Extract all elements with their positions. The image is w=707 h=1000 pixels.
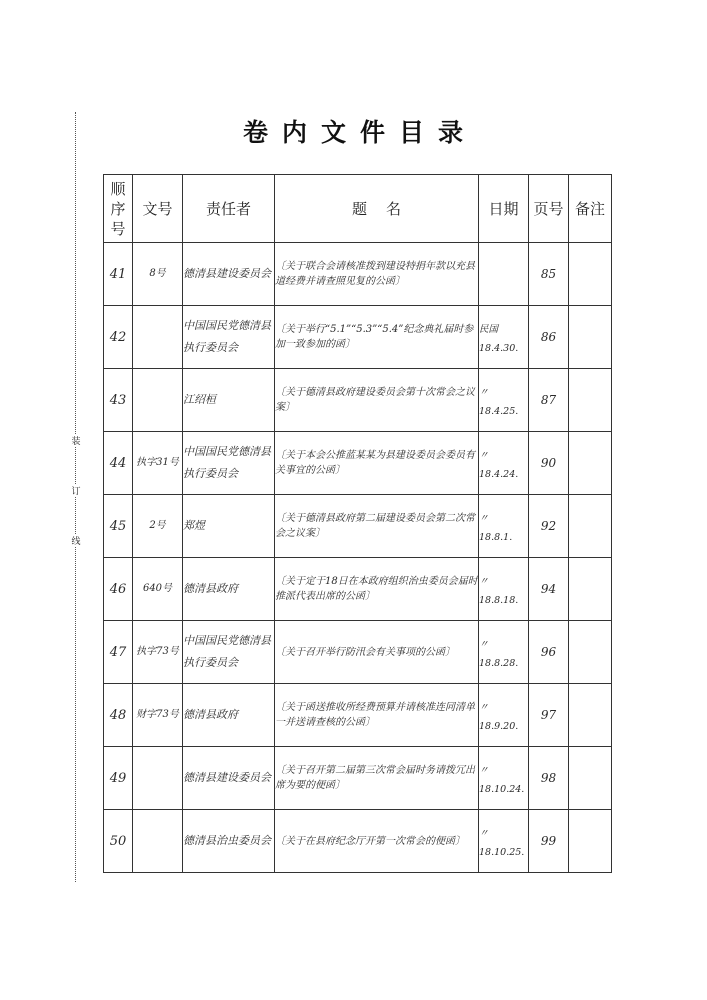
table-row: [104, 810, 612, 873]
topic-cell: 〔关于联合会请核准拨到建设特捐年款以充县道经费并请查照见复的公函〕: [275, 243, 479, 306]
page-cell: 86: [529, 306, 569, 369]
seq-cell: 48: [104, 684, 133, 747]
file-catalog-table: [103, 174, 612, 873]
seq-cell: 50: [104, 810, 133, 873]
date-cell: [479, 747, 529, 810]
remarks-cell: [569, 684, 612, 747]
date-value: 18.10.24.: [479, 783, 525, 795]
binding-dotted-line: [75, 112, 76, 882]
responsible-cell: 郑煜: [183, 495, 275, 558]
date-prefix: 〃: [479, 827, 489, 839]
topic-cell: 〔关于德清县政府第二届建设委员会第二次常会之议案〕: [275, 495, 479, 558]
doc-no-cell: 640号: [133, 558, 183, 621]
page-cell: 92: [529, 495, 569, 558]
topic-cell: 〔关于函送推收所经费预算并请核准连同清单一并送请查核的公函〕: [275, 684, 479, 747]
page-title: 卷内文件目录: [242, 118, 477, 147]
doc-no-cell: 执字31号: [133, 432, 183, 495]
date-value: 18.4.25.: [479, 405, 519, 417]
date-cell: [479, 684, 529, 747]
doc-no-cell: [133, 810, 183, 873]
table-row: [104, 621, 612, 684]
date-prefix: 〃: [479, 638, 489, 650]
doc-no-cell: 执字73号: [133, 621, 183, 684]
date-prefix: 〃: [479, 449, 489, 461]
date-value: 18.8.1.: [479, 531, 513, 543]
doc-no-cell: [133, 306, 183, 369]
remarks-cell: [569, 621, 612, 684]
remarks-cell: [569, 810, 612, 873]
date-value: 18.4.24.: [479, 468, 519, 480]
page-cell: 90: [529, 432, 569, 495]
date-cell: [479, 495, 529, 558]
remarks-cell: [569, 432, 612, 495]
remarks-cell: [569, 243, 612, 306]
responsible-cell: 江绍桓: [183, 369, 275, 432]
seq-cell: 49: [104, 747, 133, 810]
remarks-cell: [569, 558, 612, 621]
table-row: [104, 243, 612, 306]
date-prefix: 〃: [479, 575, 489, 587]
date-value: 18.4.30.: [479, 342, 519, 354]
header-responsible: 责任者: [183, 175, 275, 243]
table-row: [104, 306, 612, 369]
date-value: 18.9.20.: [479, 720, 519, 732]
binding-char-ding: 订: [66, 484, 86, 497]
date-prefix: [479, 263, 528, 285]
doc-no-cell: 财字73号: [133, 684, 183, 747]
seq-cell: 47: [104, 621, 133, 684]
doc-no-cell: 8号: [133, 243, 183, 306]
responsible-cell: 中国国民党德清县执行委员会: [183, 621, 275, 684]
date-cell: [479, 432, 529, 495]
date-cell: [479, 621, 529, 684]
topic-cell: 〔关于举行“5.1”“5.3”“5.4”纪念典礼届时参加一致参加的函〕: [275, 306, 479, 369]
table-row: [104, 558, 612, 621]
seq-cell: 45: [104, 495, 133, 558]
table-row: [104, 432, 612, 495]
seq-cell: 46: [104, 558, 133, 621]
responsible-cell: 德清县建设委员会: [183, 747, 275, 810]
remarks-cell: [569, 495, 612, 558]
date-value: 18.10.25.: [479, 846, 525, 858]
page-cell: 97: [529, 684, 569, 747]
page-cell: 98: [529, 747, 569, 810]
topic-cell: 〔关于本会公推蓝某某为县建设委员会委员有关事宜的公函〕: [275, 432, 479, 495]
responsible-cell: 德清县建设委员会: [183, 243, 275, 306]
table-row: [104, 684, 612, 747]
date-cell: [479, 558, 529, 621]
header-row: [104, 175, 612, 243]
date-prefix: 〃: [479, 764, 489, 776]
table-row: [104, 369, 612, 432]
responsible-cell: 德清县政府: [183, 558, 275, 621]
table-row: [104, 747, 612, 810]
binding-char-zhuang: 装: [66, 434, 86, 447]
remarks-cell: [569, 369, 612, 432]
seq-cell: 42: [104, 306, 133, 369]
date-prefix: 〃: [479, 386, 489, 398]
date-cell: [479, 243, 529, 306]
header-page: 页号: [529, 175, 569, 243]
header-date: 日期: [479, 175, 529, 243]
page-cell: 85: [529, 243, 569, 306]
page-cell: 99: [529, 810, 569, 873]
table-row: [104, 495, 612, 558]
date-value: 18.8.18.: [479, 594, 519, 606]
seq-cell: 41: [104, 243, 133, 306]
page-cell: 96: [529, 621, 569, 684]
doc-no-cell: 2号: [133, 495, 183, 558]
topic-cell: 〔关于德清县政府建设委员会第十次常会之议案〕: [275, 369, 479, 432]
date-prefix: 〃: [479, 701, 489, 713]
responsible-cell: 德清县治虫委员会: [183, 810, 275, 873]
binding-char-xian: 线: [66, 534, 86, 547]
header-topic: 题 名: [275, 175, 479, 243]
responsible-cell: 德清县政府: [183, 684, 275, 747]
topic-cell: 〔关于召开举行防汛会有关事项的公函〕: [275, 621, 479, 684]
seq-cell: 44: [104, 432, 133, 495]
responsible-cell: 中国国民党德清县执行委员会: [183, 432, 275, 495]
topic-cell: 〔关于定于18日在本政府组织治虫委员会届时推派代表出席的公函〕: [275, 558, 479, 621]
page-cell: 87: [529, 369, 569, 432]
seq-cell: 43: [104, 369, 133, 432]
date-value: 18.8.28.: [479, 657, 519, 669]
date-prefix: 〃: [479, 512, 489, 524]
header-doc-no: 文号: [133, 175, 183, 243]
remarks-cell: [569, 306, 612, 369]
doc-no-cell: [133, 747, 183, 810]
header-seq: 顺 序 号: [104, 175, 133, 243]
topic-cell: 〔关于召开第二届第三次常会届时务请拨冗出席为要的便函〕: [275, 747, 479, 810]
topic-cell: 〔关于在县府纪念厅开第一次常会的便函〕: [275, 810, 479, 873]
date-prefix: 民国: [479, 323, 499, 335]
remarks-cell: [569, 747, 612, 810]
date-cell: [479, 369, 529, 432]
doc-no-cell: [133, 369, 183, 432]
date-cell: [479, 810, 529, 873]
header-remarks: 备注: [569, 175, 612, 243]
date-cell: [479, 306, 529, 369]
binding-line: [72, 112, 80, 882]
page-cell: 94: [529, 558, 569, 621]
responsible-cell: 中国国民党德清县执行委员会: [183, 306, 275, 369]
